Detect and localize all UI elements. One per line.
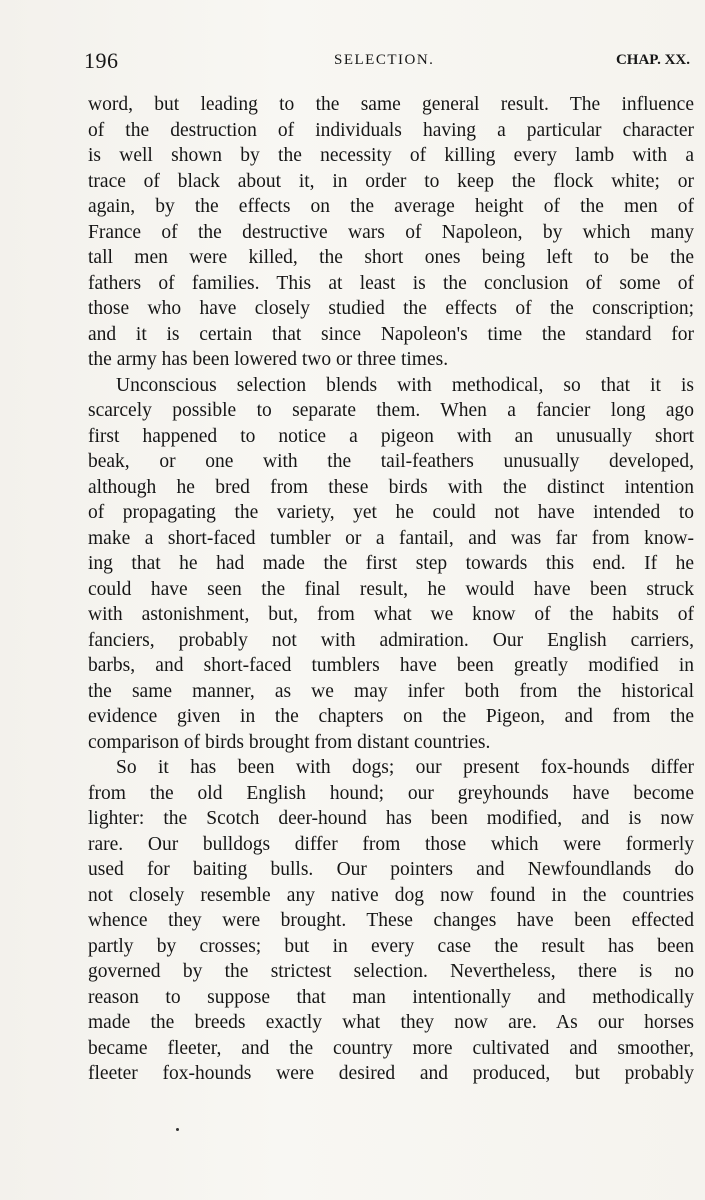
text-line: used for baiting bulls. Our pointers and Newfoundlands do [88,859,694,880]
text-line: the army has been lowered two or three times. [88,349,449,370]
text-line: and it is certain that since Napoleon's time the standard for [88,323,694,345]
text-line: ing that he had made the first step towards this end. If he [88,553,694,574]
text-line: lighter: the Scotch deer-hound has been modified, and is now [88,808,694,829]
text-line: made the breeds exactly what they now are. As our horses [88,1012,694,1033]
text-line: those who have closely studied the effects of the conscription; [88,298,694,319]
text-line: reason to suppose that man intentionally and methodically [88,986,694,1008]
text-line: with astonishment, but, from what we know of the habits of [88,604,694,625]
text-line: the same manner, as we may infer both from the historical [88,680,694,702]
text-line: word, but leading to the same general result. The influence [88,94,694,115]
chapter-reference: CHAP. XX. [615,52,690,68]
page-header [84,48,690,76]
text-line: comparison of birds brought from distant countries. [88,731,491,753]
text-line: beak, or one with the tail-feathers unusually developed, [88,451,694,472]
text-line: rare. Our bulldogs differ from those which were formerly [88,833,694,855]
text-line: scarcely possible to separate them. When a fancier long ago [88,400,694,421]
text-line: is well shown by the necessity of killing every lamb with a [88,145,694,166]
body-text [88,92,694,1087]
paragraph-start-line: Unconscious selection blends with methodical, so that it is [116,374,694,396]
ink-speck [176,1128,179,1131]
text-line: although he bred from these birds with the distinct intention [88,476,694,498]
text-line: fathers of families. This at least is the conclusion of some of [88,272,694,294]
text-line: evidence given in the chapters on the Pigeon, and from the [88,706,694,727]
text-line: became fleeter, and the country more cultivated and smoother, [88,1037,694,1059]
running-title: SELECTION. [334,52,435,68]
page-number: 196 [84,48,119,73]
text-line: governed by the strictest selection. Nevertheless, there is no [88,961,694,982]
text-line: again, by the effects on the average height of the men of [88,196,694,217]
text-line: whence they were brought. These changes have been effected [88,910,694,931]
text-line: tall men were killed, the short ones being left to be the [88,247,694,268]
text-line: partly by crosses; but in every case the result has been [88,935,694,957]
text-line: not closely resemble any native dog now found in the countries [88,884,694,906]
text-line: France of the destructive wars of Napoleon, by which many [88,221,694,243]
text-line: from the old English hound; our greyhounds have become [88,782,694,804]
text-line: first happened to notice a pigeon with an unusually short [88,425,694,447]
paragraph-start-line: So it has been with dogs; our present fox-hounds differ [116,757,694,778]
text-line: trace of black about it, in order to keep the flock white; or [88,170,694,192]
text-line: fanciers, probably not with admiration. Our English carriers, [88,629,694,651]
text-line: barbs, and short-faced tumblers have been greatly modified in [88,655,694,676]
text-line: of propagating the variety, yet he could not have intended to [88,502,694,523]
text-line: fleeter fox-hounds were desired and produced, but probably [88,1063,694,1084]
text-line: could have seen the final result, he would have been struck [88,578,694,600]
text-line: of the destruction of individuals having a particular character [88,119,694,141]
text-line: make a short-faced tumbler or a fantail, and was far from know- [88,527,694,549]
